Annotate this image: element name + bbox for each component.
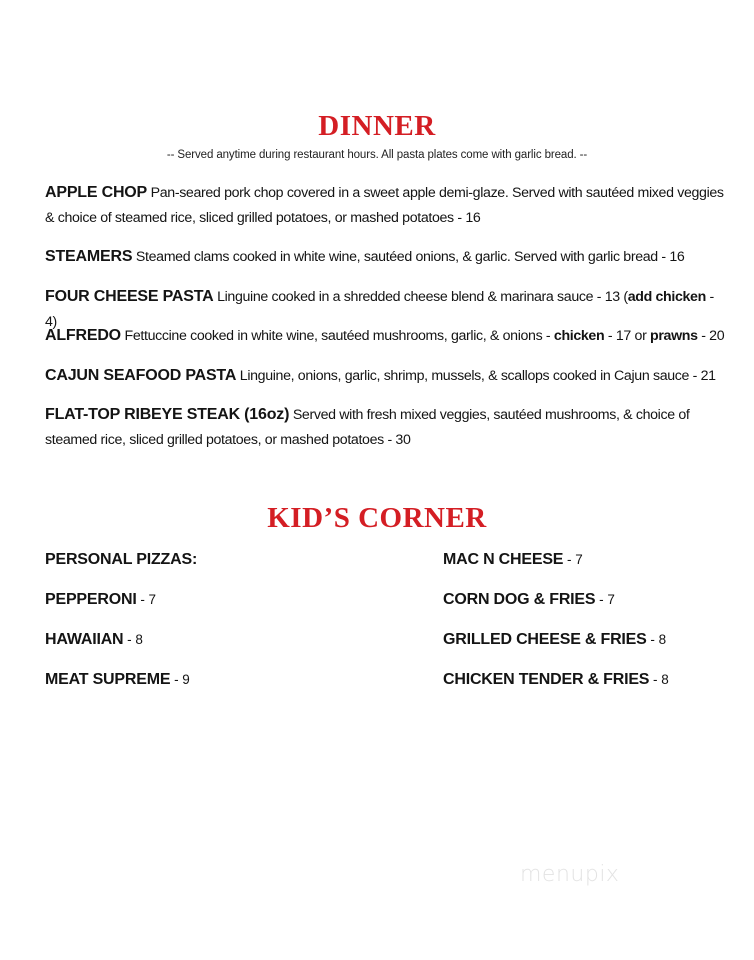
kids-item-name: PEPPERONI: [45, 591, 137, 608]
kids-item-price: - 8: [646, 632, 667, 647]
item-name: FLAT-TOP RIBEYE STEAK (16oz): [45, 406, 290, 423]
item-name: CAJUN SEAFOOD PASTA: [45, 367, 237, 384]
item-addon-price: - 4): [45, 289, 714, 330]
item-option-chicken-price: - 17 or: [604, 328, 651, 344]
item-option-chicken: chicken: [553, 328, 605, 344]
dinner-title: DINNER: [318, 110, 436, 142]
item-description: Pan-seared pork chop covered in a sweet apple demi-glaze. Served with sautéed mixed veggies & choice of steamed rice, sliced grilled potatoes, or mashed potatoes - 16: [45, 185, 724, 226]
kids-item-hawaiian: [45, 631, 143, 649]
item-option-prawns: prawns: [650, 328, 698, 344]
kids-item-name: GRILLED CHEESE & FRIES: [443, 631, 647, 648]
item-name: FOUR CHEESE PASTA: [45, 288, 214, 305]
kids-item-price: - 7: [563, 552, 583, 567]
kids-item-name: HAWAIIAN: [45, 631, 124, 648]
item-addon: add chicken: [627, 289, 706, 305]
kids-item-pepperoni: [45, 591, 156, 609]
kids-item-meat-supreme: [45, 671, 190, 689]
menu-item-cajun-seafood-pasta: [45, 363, 725, 389]
kids-item-personal-pizzas: [45, 551, 197, 569]
menu-item-alfredo: [45, 323, 725, 349]
kids-item-chicken-tender: [443, 671, 669, 689]
menu-item-steamers: [45, 244, 725, 270]
kids-item-price: - 7: [595, 592, 615, 607]
kids-item-price: - 9: [170, 672, 190, 687]
kids-item-price: - 8: [649, 672, 669, 687]
menu-item-ribeye-steak: [45, 402, 725, 453]
kids-corner-title: KID’S CORNER: [267, 502, 487, 534]
kids-item-price: - 7: [136, 592, 157, 607]
dinner-subtitle: -- Served anytime during restaurant hours. All pasta plates come with garlic bread. --: [166, 149, 588, 161]
kids-item-name: CORN DOG & FRIES: [443, 591, 596, 608]
item-description: Linguine cooked in a shredded cheese blend & marinara sauce - 13 (: [217, 289, 628, 305]
kids-item-name: CHICKEN TENDER & FRIES: [443, 671, 650, 688]
menu-item-apple-chop: [45, 180, 725, 231]
kids-item-name: MEAT SUPREME: [45, 671, 171, 688]
kids-item-grilled-cheese: [443, 631, 666, 649]
kids-item-name: PERSONAL PIZZAS:: [45, 551, 198, 568]
kids-item-corn-dog: [443, 591, 615, 609]
item-name: STEAMERS: [45, 248, 133, 265]
item-name: APPLE CHOP: [45, 184, 148, 201]
kids-item-price: - 8: [123, 632, 143, 647]
watermark-logo: menupix: [520, 862, 620, 887]
item-description: Linguine, onions, garlic, shrimp, mussels, & scallops cooked in Cajun sauce - 21: [239, 368, 716, 384]
item-description: Served with fresh mixed veggies, sautéed mushrooms, & choice of steamed rice, sliced grilled potatoes, or mashed potatoes - 30: [45, 407, 690, 448]
kids-item-name: MAC N CHEESE: [443, 551, 564, 568]
item-description: Steamed clams cooked in white wine, sautéed onions, & garlic. Served with garlic bread - 16: [135, 249, 685, 265]
item-name: ALFREDO: [45, 327, 121, 344]
item-option-prawns-price: - 20: [697, 328, 725, 344]
item-description: Fettuccine cooked in white wine, sautéed mushrooms, garlic, & onions -: [124, 328, 554, 344]
kids-item-mac-n-cheese: [443, 551, 583, 569]
